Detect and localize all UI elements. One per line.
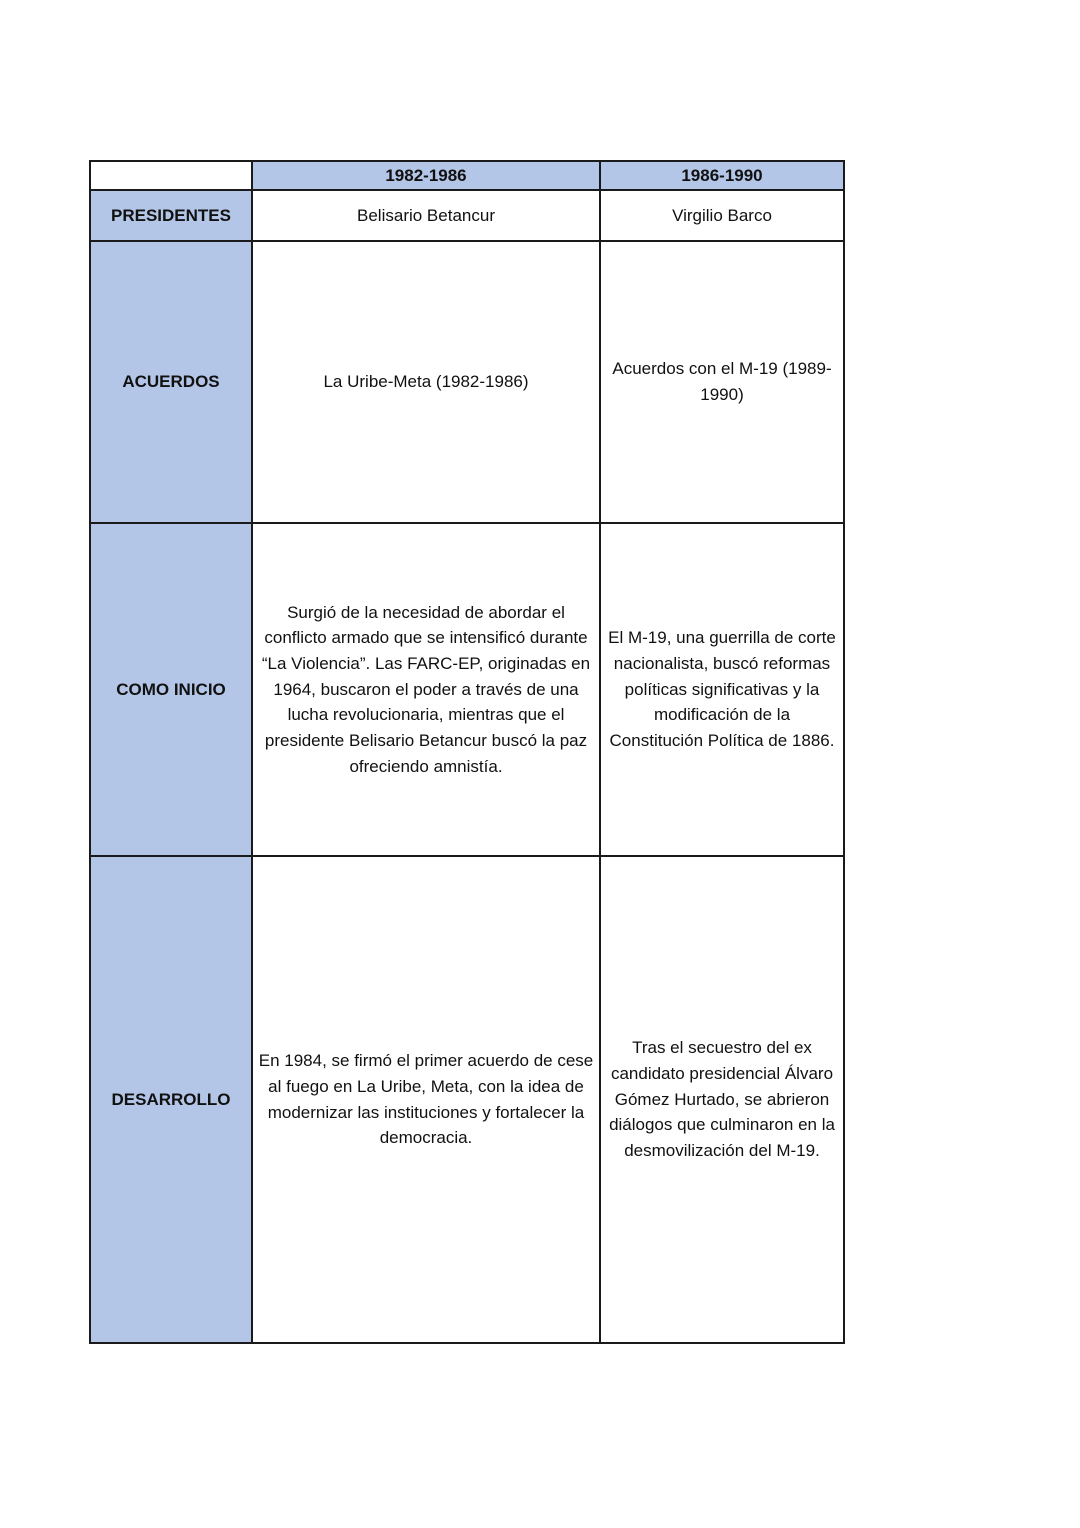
- header-period-1986-1990: 1986-1990: [600, 161, 844, 190]
- row-label-desarrollo: DESARROLLO: [90, 856, 252, 1343]
- row-presidentes: [90, 190, 844, 241]
- corner-cell: [90, 161, 252, 190]
- cell-como-inicio-1982-1986: Surgió de la necesidad de abordar el conflicto armado que se intensificó durante “La Violencia”. Las FARC-EP, originadas en 1964, buscaron el poder a través de una lucha revolucionaria, mientras que el presidente Belisario Betancur buscó la paz ofreciendo amnistía.: [252, 523, 600, 856]
- row-label-presidentes: PRESIDENTES: [90, 190, 252, 241]
- row-acuerdos: [90, 241, 844, 523]
- cell-acuerdos-1986-1990: Acuerdos con el M-19 (1989-1990): [600, 241, 844, 523]
- row-como-inicio: [90, 523, 844, 856]
- row-desarrollo: [90, 856, 844, 1343]
- cell-desarrollo-1986-1990: Tras el secuestro del ex candidato presidencial Álvaro Gómez Hurtado, se abrieron diálogos que culminaron en la desmovilización del M-19.: [600, 856, 844, 1343]
- row-label-acuerdos: ACUERDOS: [90, 241, 252, 523]
- cell-desarrollo-1982-1986: En 1984, se firmó el primer acuerdo de cese al fuego en La Uribe, Meta, con la idea de modernizar las instituciones y fortalecer la democracia.: [252, 856, 600, 1343]
- cell-presidentes-1982-1986: Belisario Betancur: [252, 190, 600, 241]
- cell-presidentes-1986-1990: Virgilio Barco: [600, 190, 844, 241]
- row-label-como-inicio: COMO INICIO: [90, 523, 252, 856]
- header-row: [90, 161, 844, 190]
- comparison-table: [89, 160, 845, 1344]
- cell-como-inicio-1986-1990: El M-19, una guerrilla de corte nacionalista, buscó reformas políticas significativas y la modificación de la Constitución Política de 1886.: [600, 523, 844, 856]
- cell-acuerdos-1982-1986: La Uribe-Meta (1982-1986): [252, 241, 600, 523]
- header-period-1982-1986: 1982-1986: [252, 161, 600, 190]
